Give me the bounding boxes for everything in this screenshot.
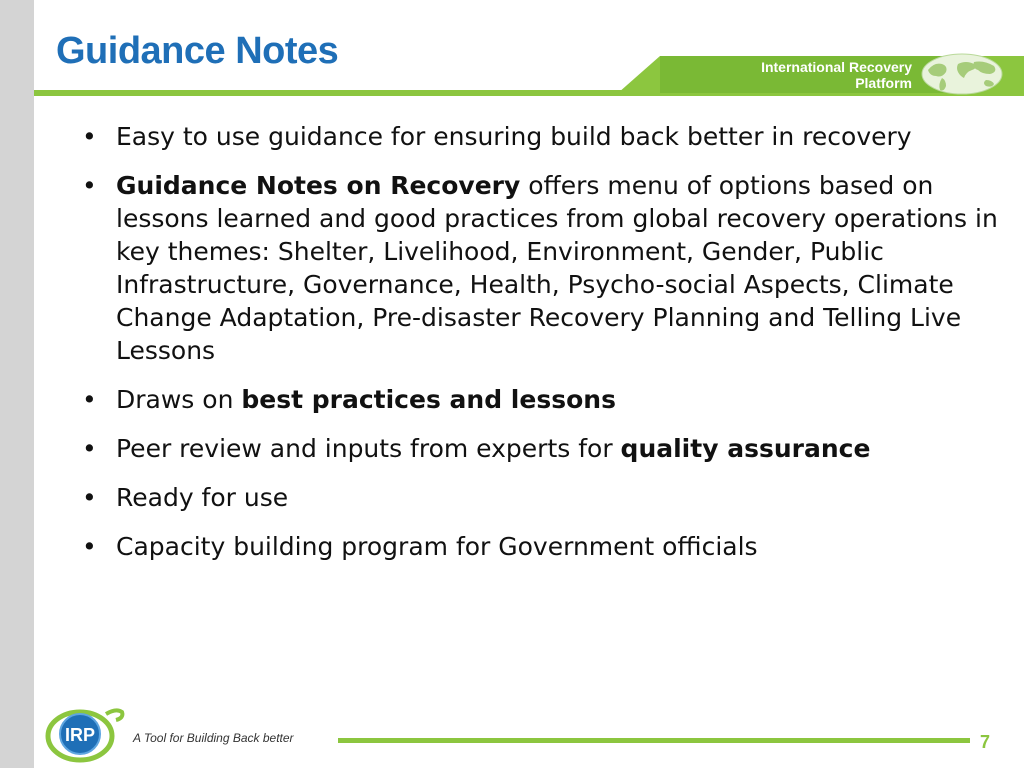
footer-divider [338, 738, 970, 743]
bullet-text: offers menu of options based on lessons learned and good practices from global recovery operations in key themes: Shelter, Livelihood, Environment, Gender, Public Infrastructure, Governance, Health, Psycho-social Aspects, Climate Change Adaptation, Pre-disaster Recovery Planning and Telling Live Lessons [116, 171, 998, 365]
bullet-dot: • [82, 171, 97, 200]
bullet-dot: • [82, 483, 97, 512]
brand-name-line1: International Recovery [761, 59, 912, 75]
bullet-dot: • [82, 434, 97, 463]
bullet-item [82, 120, 1002, 153]
bullet-text: Ready for use [116, 483, 289, 512]
bullet-dot: • [82, 122, 97, 151]
irp-logo [36, 700, 132, 764]
page-number: 7 [980, 732, 991, 752]
bullet-item [82, 481, 1002, 514]
bullet-list [82, 120, 1002, 579]
bullet-text: Draws on [116, 385, 242, 414]
bullet-item [82, 432, 1002, 465]
world-map-icon [920, 52, 1004, 96]
bullet-text-bold: quality assurance [620, 434, 871, 463]
left-sidebar-band [0, 0, 34, 768]
logo-text: IRP [64, 725, 96, 745]
bullet-dot: • [82, 385, 97, 414]
brand-name-line2: Platform [855, 75, 912, 91]
bullet-dot: • [82, 532, 97, 561]
bullet-item [82, 169, 1002, 367]
bullet-text-bold: best practices and lessons [241, 385, 616, 414]
bullet-text: Capacity building program for Government officials [116, 532, 758, 561]
footer-tagline: A Tool for Building Back better [133, 731, 294, 745]
bullet-text-bold: Guidance Notes on Recovery [116, 171, 521, 200]
bullet-item [82, 383, 1002, 416]
slide-title: Guidance Notes [56, 30, 339, 72]
brand-name [652, 59, 912, 91]
bullet-text: Easy to use guidance for ensuring build back better in recovery [116, 122, 912, 151]
bullet-item [82, 530, 1002, 563]
bullet-text: Peer review and inputs from experts for [116, 434, 621, 463]
